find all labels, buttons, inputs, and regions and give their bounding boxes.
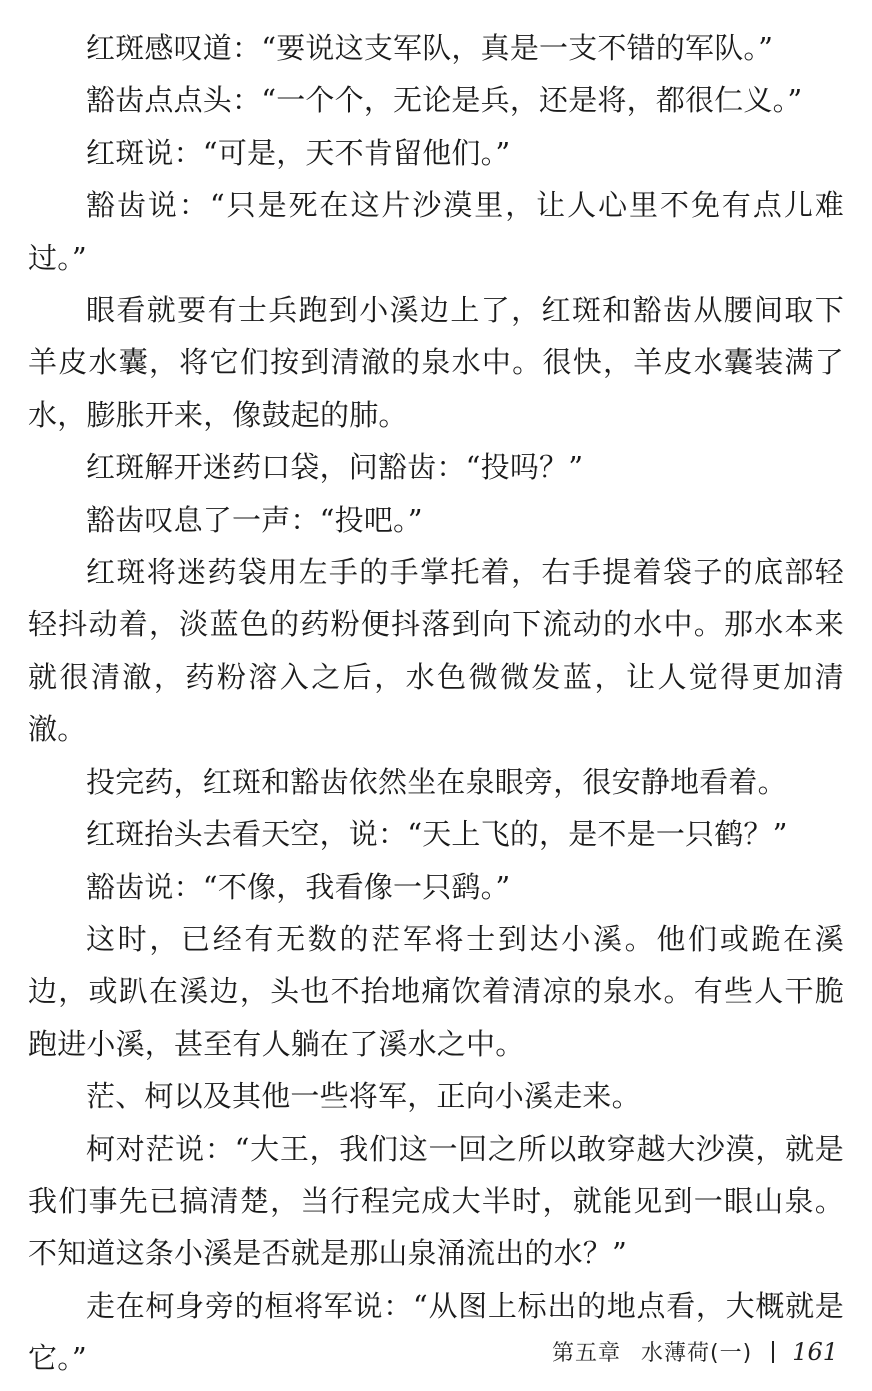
- paragraph: 柯对茫说：“大王，我们这一回之所以敢穿越大沙漠，就是我们事先已搞清楚，当行程完成大半时，就能见到一眼山泉。不知道这条小溪是否就是那山泉涌流出的水？”: [28, 1131, 844, 1271]
- paragraph: 红斑说：“可是，天不肯留他们。”: [86, 135, 511, 170]
- paragraph: 红斑将迷药袋用左手的手掌托着，右手提着袋子的底部轻轻抖动着，淡蓝色的药粉便抖落到向下流动的水中。那水本来就很清澈，药粉溶入之后，水色微微发蓝，让人觉得更加清澈。: [28, 555, 844, 747]
- paragraph: 投完药，红斑和豁齿依然坐在泉眼旁，很安静地看着。: [86, 764, 787, 799]
- paragraph: 茫、柯以及其他一些将军，正向小溪走来。: [86, 1079, 641, 1114]
- chapter-label: 第五章: [552, 1341, 622, 1366]
- paragraph: 走在柯身旁的桓将军说：“从图上标出的地点看，大概就是它。”: [28, 1288, 844, 1376]
- paragraph: 豁齿说：“只是死在这片沙漠里，让人心里不免有点儿难过。”: [28, 188, 844, 275]
- paragraph: 眼看就要有士兵跑到小溪边上了，红斑和豁齿从腰间取下羊皮水囊，将它们按到清澈的泉水中。很快，羊皮水囊装满了水，膨胀开来，像鼓起的肺。: [28, 293, 844, 432]
- paragraph: 豁齿叹息了一声：“投吧。”: [86, 502, 423, 537]
- paragraph: 红斑感叹道：“要说这支军队，真是一支不错的军队。”: [86, 31, 774, 65]
- page-number: 161: [792, 1337, 838, 1366]
- paragraph: 豁齿点点头：“一个个，无论是兵，还是将，都很仁义。”: [86, 83, 803, 118]
- paragraph: 红斑解开迷药口袋，问豁齿：“投吗？”: [86, 450, 584, 485]
- paragraph: 红斑抬头去看天空，说：“天上飞的，是不是一只鹤？”: [86, 817, 788, 852]
- page-footer: [552, 1336, 838, 1367]
- body-text: [28, 22, 844, 1385]
- paragraph: 这时，已经有无数的茫军将士到达小溪。他们或跪在溪边，或趴在溪边，头也不抬地痛饮着清凉的泉水。有些人干脆跑进小溪，甚至有人躺在了溪水之中。: [28, 921, 844, 1061]
- paragraph: 豁齿说：“不像，我看像一只鹞。”: [86, 869, 511, 904]
- footer-divider: [772, 1341, 774, 1363]
- chapter-title: 水薄荷(一): [641, 1341, 753, 1366]
